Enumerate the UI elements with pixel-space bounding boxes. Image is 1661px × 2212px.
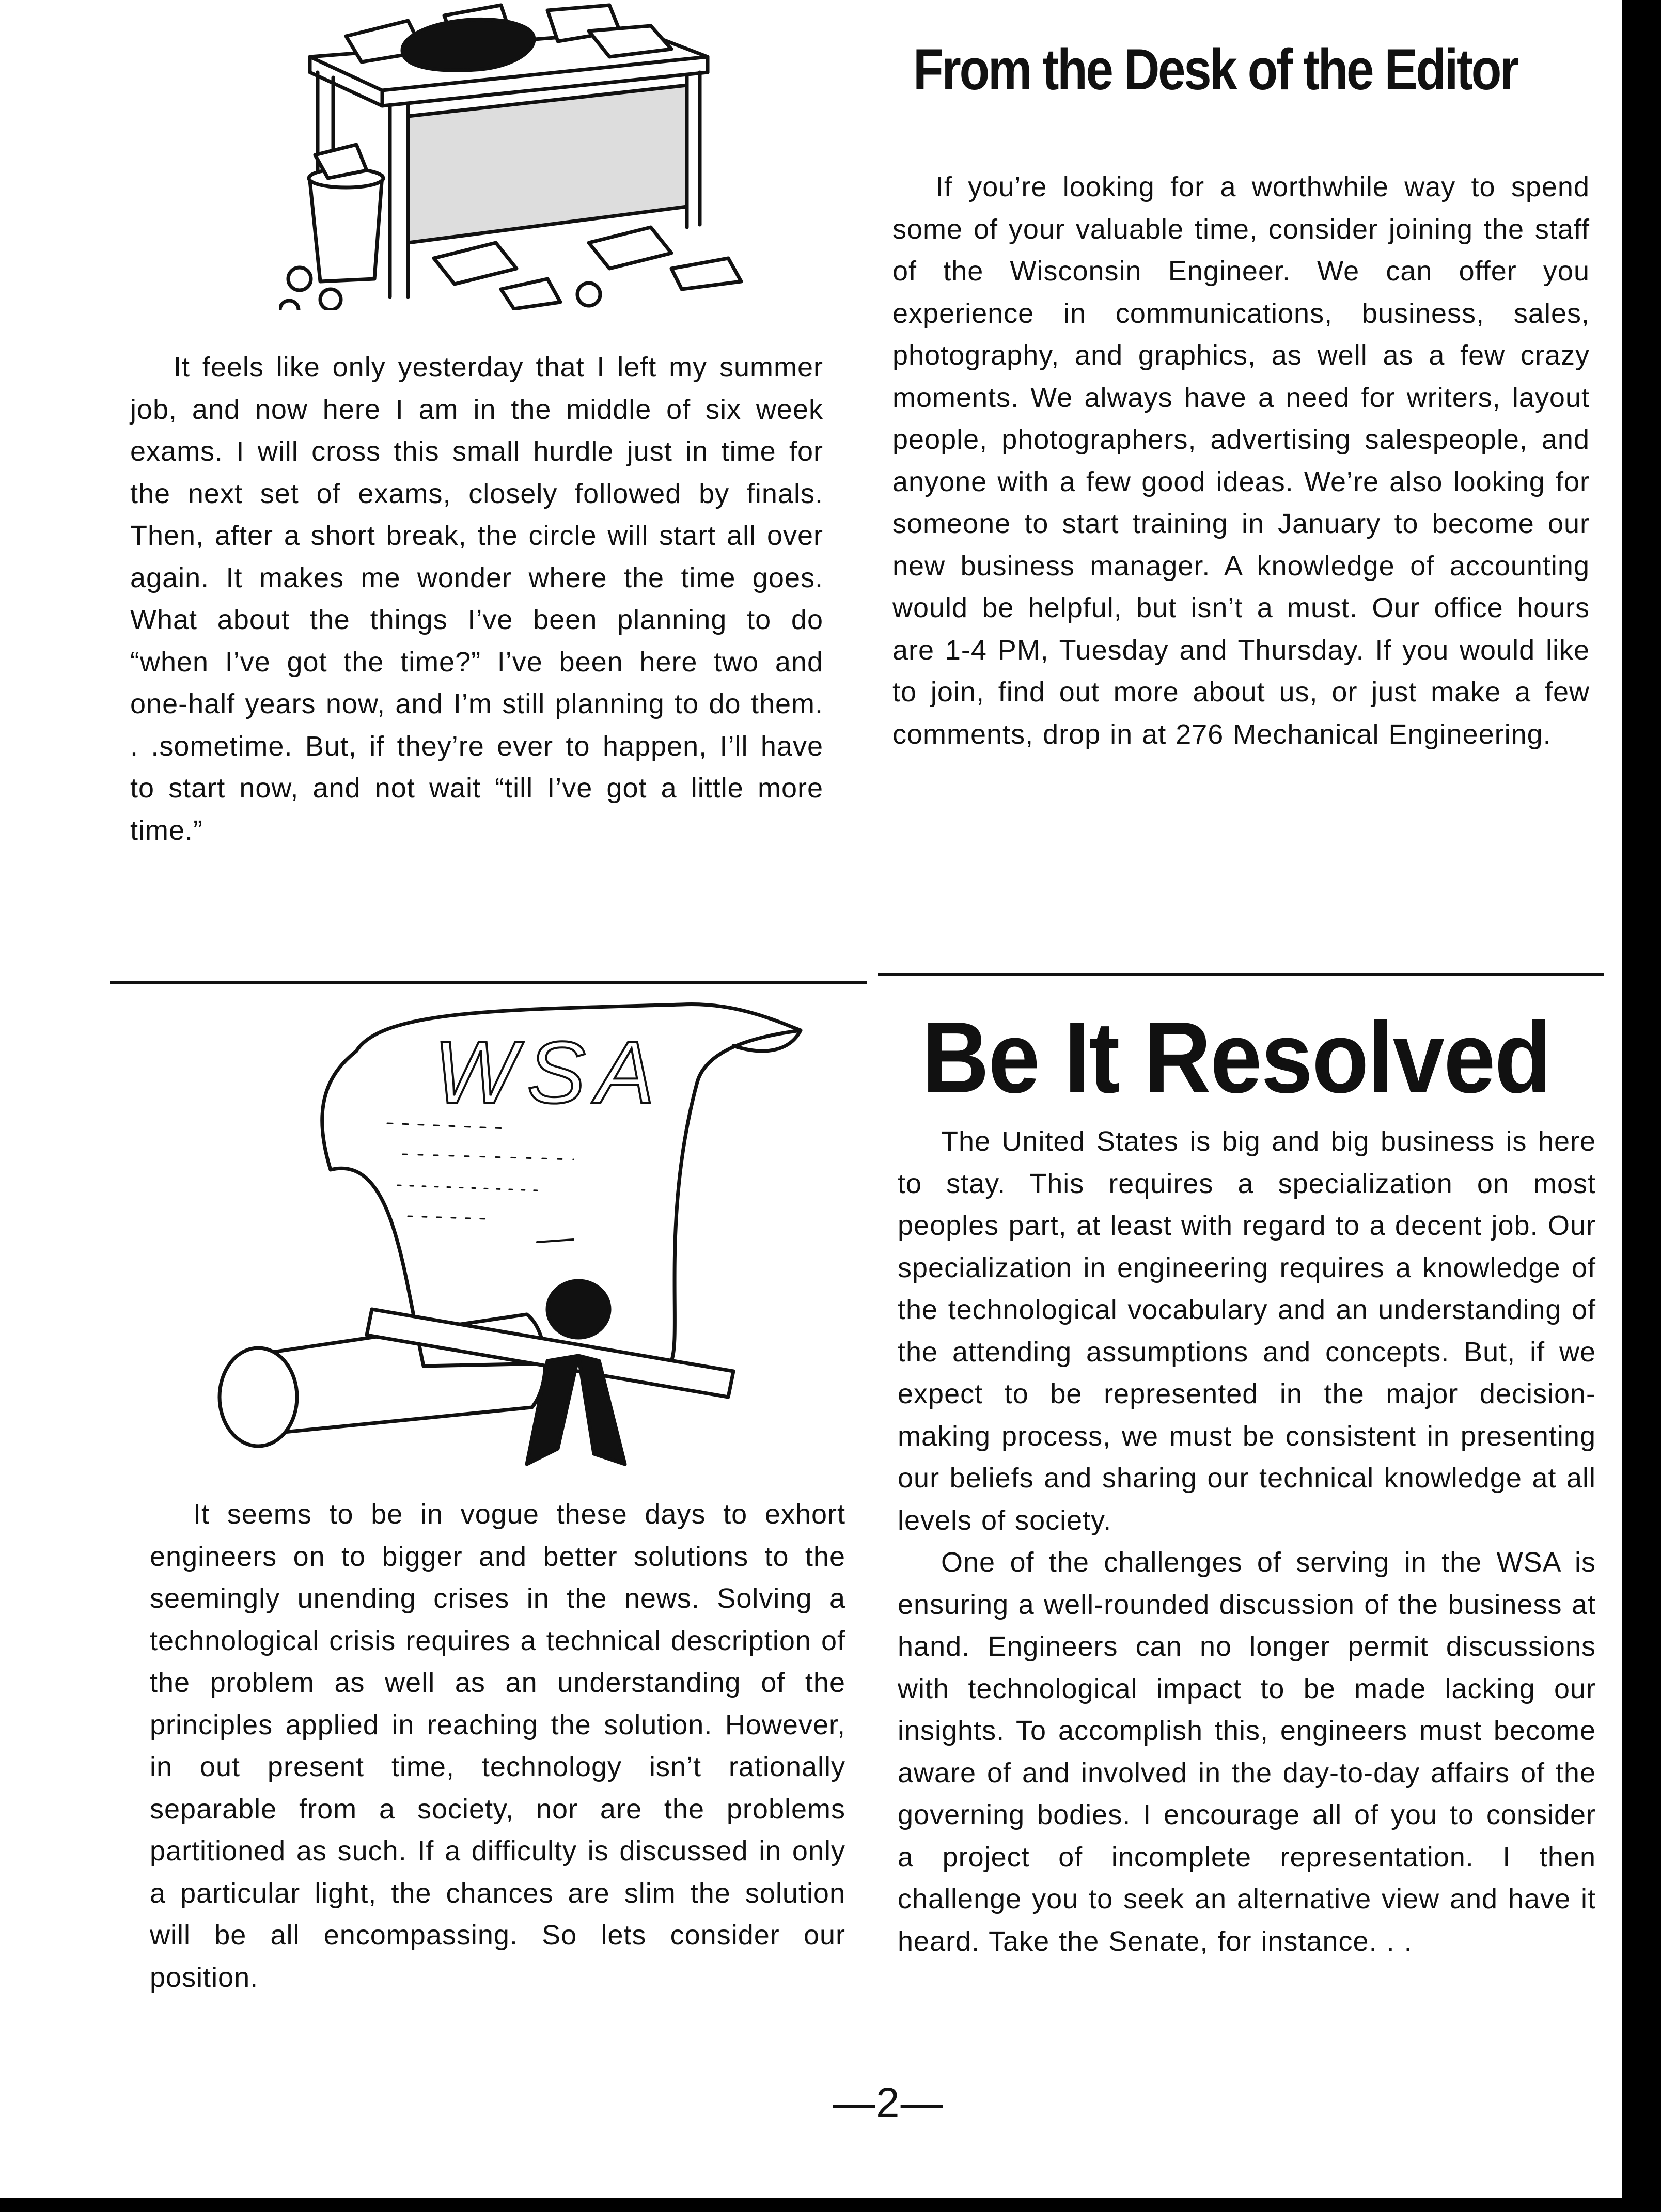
resolved-paragraph-1: The United States is big and big business is here to stay. This requires a specialization on most peoples part, at least with regard to a decent job. Our specialization in engineering requires a knowledge of the technological vocabulary and an understanding of the attending assumptions and concepts. But, if we expect to be represented in the major decision-making process, we must be consistent in presenting our beliefs and sharing our technical knowledge at all levels of society. [898, 1126, 1596, 1536]
resolved-column-text [898, 1121, 1596, 1963]
page-number: —2— [833, 2079, 944, 2126]
scroll-illustration [217, 999, 826, 1495]
desk-paragraph: It feels like only yesterday that I left my summer job, and now here I am in the middle of six week exams. I will cross this small hurdle just in time for the next set of exams, closely followed by finals. Then, after a short break, the circle will start all over again. It makes me wonder where the time goes. What about the things I’ve been planning to do “when I’ve got the time?” I’ve been here two and one-half years now, and I’m still planning to do them. . .sometime. But, if they’re ever to happen, I’ll have to start now, and not wait “till I’ve got a little more time.” [130, 352, 823, 846]
vogue-paragraph: It seems to be in vogue these days to exhort engineers on to bigger and better solutions to the seemingly unending crises in the news. Solving a technological crisis requires a technical description of the problem as well as an understanding of the principles applied in reaching the solution. However, in out present time, technology isn’t rationally separable from a society, nor are the problems partitioned as such. If a difficulty is discussed in only a particular light, the chances are slim the solution will be all encompassing. So lets consider our position. [150, 1499, 845, 1993]
editor-paragraph: If you’re looking for a worthwhile way to spend some of your valuable time, consider joining the staff of the Wisconsin Engineer. We can offer you experience in communications, business, sales, photography, and graphics, as well as a few crazy moments. We always have a need for writers, layout people, photographers, advertising salespeople, and anyone with a few good ideas. We’re also looking for someone to start training in January to become our new business manager. A knowledge of accounting would be helpful, but isn’t a must. Our office hours are 1-4 PM, Tuesday and Thursday. If you would like to join, find out more about us, or just make a few comments, drop in at 276 Mechanical Engineering. [892, 171, 1590, 750]
resolved-headline: Be It Resolved [922, 1001, 1550, 1114]
section-divider-left [110, 981, 867, 984]
desk-column-text [130, 347, 823, 852]
editor-headline: From the Desk of the Editor [913, 37, 1518, 102]
scan-border-right [1622, 0, 1661, 2212]
editor-column-text [892, 166, 1590, 756]
scan-border-bottom [0, 2198, 1661, 2212]
desk-illustration [279, 0, 764, 310]
vogue-column-text [150, 1494, 845, 1999]
section-divider-right [878, 973, 1604, 976]
resolved-paragraph-2: One of the challenges of serving in the WSA is ensuring a well-rounded discussion of the business at hand. Engineers can no longer permit discussions with technological impact to be made lacking our insights. To accomplish this, engineers must become aware of and involved in the day-to-day affairs of the governing bodies. I encourage all of you to consider a project of incomplete representation. I then challenge you to seek an alternative view and have it heard. Take the Senate, for instance. . . [898, 1547, 1596, 1957]
scroll-wsa-label: WSA [434, 1024, 665, 1122]
